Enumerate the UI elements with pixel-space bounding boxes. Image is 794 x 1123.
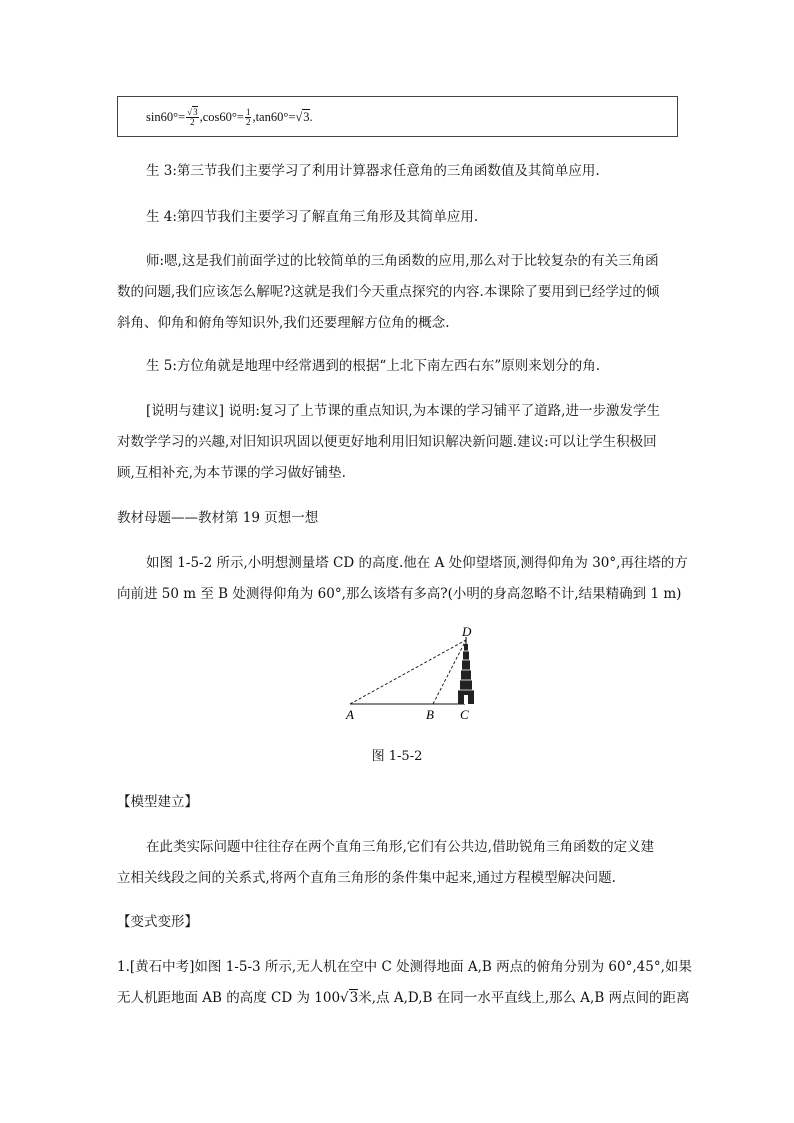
tan-label: ,tan60°=: [252, 110, 296, 124]
cos-fraction: [245, 108, 252, 127]
sin-radical: 3: [193, 107, 198, 117]
variant-line-2-start: 无人机距地面 AB 的高度 CD 为 100: [117, 990, 341, 1006]
paragraph-note-line-2: 对数学学习的兴趣,对旧知识巩固以便更好地利用旧知识解决新问题.建议:可以让学生积极回: [117, 434, 657, 450]
paragraph-model-line-1: 在此类实际问题中往往存在两个直角三角形,它们有公共边,借助锐角三角函数的定义建: [146, 839, 655, 855]
paragraph-teacher-line-1: 师:嗯,这是我们前面学过的比较简单的三角函数的应用,那么对于比较复杂的有关三角函: [146, 253, 659, 269]
variant-radical: 3: [349, 990, 359, 1006]
point-d-label: D: [462, 624, 472, 639]
cos-denominator: 2: [245, 117, 251, 127]
paragraph-source: 教材母题——教材第 19 页想一想: [117, 510, 319, 526]
point-a-label: A: [346, 707, 354, 722]
tower-figure: [330, 620, 490, 730]
sightline-from-a: [350, 640, 466, 704]
formula-box: [117, 96, 678, 137]
paragraph-teacher-line-2: 数的问题,我们应该怎么解呢?这就是我们今天重点探究的内容.本课除了要用到已经学过的倾: [117, 284, 660, 300]
paragraph-model-line-2: 立相关线段之间的关系式,将两个直角三角形的条件集中起来,通过方程模型解决问题.: [117, 870, 616, 886]
sin-denominator: 2: [190, 117, 195, 127]
figure-caption: 图 1-5-2: [371, 749, 423, 764]
heading-model: 【模型建立】: [117, 794, 198, 810]
point-b-label: B: [426, 707, 434, 722]
paragraph-note-line-1: [说明与建议] 说明:复习了上节课的重点知识,为本课的学习铺平了道路,进一步激发学生: [146, 403, 660, 419]
paragraph-variant-line-1: 1.[黄石中考]如图 1-5-3 所示,无人机在空中 C 处测得地面 A,B 两点的俯角分别为 60°,45°,如果: [117, 959, 692, 975]
sin-fraction: $\frac{√3}{2}$: [187, 107, 198, 127]
heading-variant: 【变式变形】: [117, 914, 198, 930]
paragraph-variant-line-2: 无人机距地面 AB 的高度 CD 为 100√3米,点 A,D,B 在同一水平直线上,那么 A,B 两点间的距离: [117, 990, 690, 1006]
paragraph-problem-line-1: 如图 1-5-2 所示,小明想测量塔 CD 的高度.他在 A 处仰望塔顶,测得仰角为 30°,再往塔的方: [146, 555, 688, 571]
sin-label: sin60°=: [146, 110, 186, 124]
paragraph-teacher-line-3: 斜角、仰角和俯角等知识外,我们还要理解方位角的概念.: [117, 315, 450, 331]
tan-radical: 3: [303, 110, 310, 124]
point-c-label: C: [460, 707, 469, 722]
trig-values-formula: sin60°= $\frac{√3}{2}$ ,cos60°= $\frac{1}{2}$ ,tan60°= √3 .: [146, 107, 313, 127]
variant-line-2-end: 米,点 A,D,B 在同一水平直线上,那么 A,B 两点间的距离: [358, 990, 690, 1006]
paragraph-student-3: 生 3:第三节我们主要学习了利用计算器求任意角的三角函数值及其简单应用.: [146, 163, 600, 179]
cos-numerator: 1: [245, 107, 251, 117]
paragraph-problem-line-2: 向前进 50 m 至 B 处测得仰角为 60°,那么该塔有多高?(小明的身高忽略不计,结果精确到 1 m): [117, 586, 682, 602]
pagoda-tower-icon: [457, 637, 475, 704]
paragraph-student-4: 生 4:第四节我们主要学习了解直角三角形及其简单应用.: [146, 209, 479, 225]
paragraph-student-5: 生 5:方位角就是地理中经常遇到的根据“上北下南左西右东”原则来划分的角.: [146, 358, 601, 374]
formula-end: .: [309, 110, 313, 124]
paragraph-note-line-3: 顾,互相补充,为本节课的学习做好铺垫.: [117, 465, 346, 481]
cos-label: ,cos60°=: [199, 110, 244, 124]
